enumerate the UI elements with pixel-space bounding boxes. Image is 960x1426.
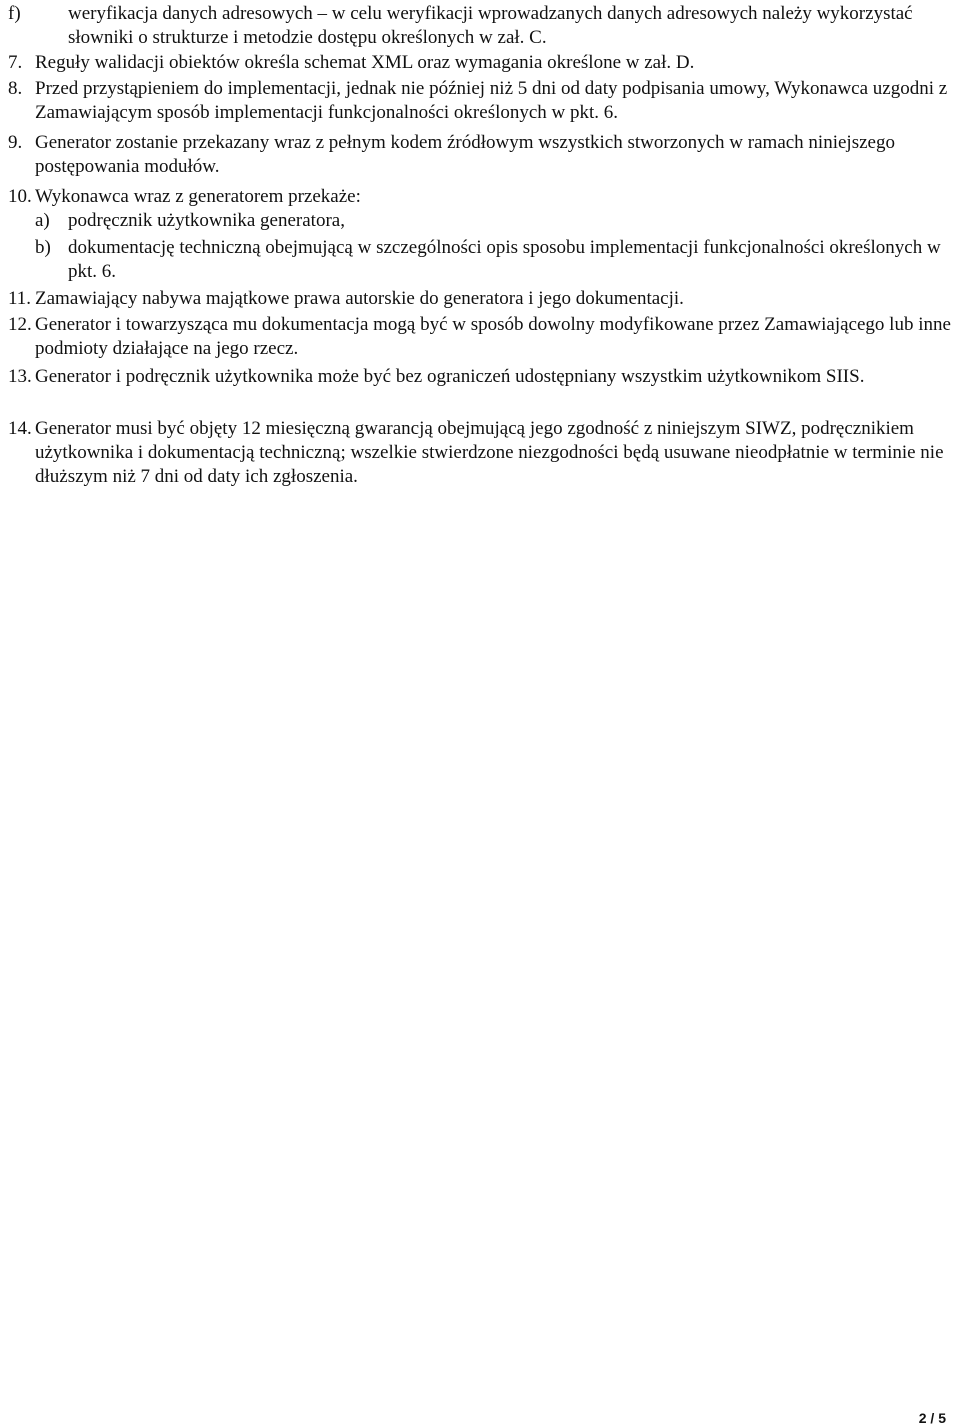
sub-item-marker: a) — [35, 210, 50, 231]
list-item-a — [8, 209, 952, 233]
list-item-text: Przed przystąpieniem do implementacji, jednak nie później niż 5 dni od daty podpisania umowy, Wykonawca uzgodni z Zamawiającym sposób implementacji funkcjonalności określonych w pkt. 6. — [35, 78, 948, 123]
list-item-number: 13. — [8, 366, 32, 387]
list-item-number: 10. — [8, 186, 32, 207]
list-item-8 — [8, 77, 952, 125]
list-item-text: weryfikacja danych adresowych – w celu weryfikacji wprowadzanych danych adresowych należy wykorzystać słowniki o strukturze i metodzie dostępu określonych w zał. C. — [68, 3, 913, 48]
list-item-12 — [8, 313, 952, 361]
list-item-9 — [8, 131, 952, 179]
list-item-text: dokumentację techniczną obejmującą w szczególności opis sposobu implementacji funkcjonalności określonych w pkt. 6. — [68, 237, 941, 282]
list-item-text: podręcznik użytkownika generatora, — [68, 210, 345, 231]
page-number: 2 / 5 — [918, 1410, 946, 1426]
list-item-7 — [8, 51, 952, 75]
list-item-text: Reguły walidacji obiektów określa schemat XML oraz wymagania określone w zał. D. — [35, 52, 695, 73]
list-item-10 — [8, 185, 952, 209]
list-item-14 — [8, 417, 952, 489]
list-item-b — [8, 236, 952, 284]
list-item-text: Wykonawca wraz z generatorem przekaże: — [35, 186, 361, 207]
list-item-number: 11. — [8, 288, 32, 309]
list-item-number: 9. — [8, 132, 23, 153]
list-item-13 — [8, 365, 952, 389]
list-item-text: Generator musi być objęty 12 miesięczną gwarancją obejmującą jego zgodność z niniejszym SIWZ, podręcznikiem użytkownika i dokumentacją techniczną; wszelkie stwierdzone niezgodności będą usuwane nieodpłatnie w terminie nie dłuższym niż 7 dni od daty ich zgłoszenia. — [35, 418, 944, 487]
list-item-f — [8, 2, 952, 50]
list-item-number: 8. — [8, 78, 23, 99]
list-item-text: Zamawiający nabywa majątkowe prawa autorskie do generatora i jego dokumentacji. — [35, 288, 684, 309]
sub-item-marker: b) — [35, 237, 51, 258]
list-item-11 — [8, 287, 952, 311]
list-item-text: Generator i podręcznik użytkownika może być bez ograniczeń udostępniany wszystkim użytkownikom SIIS. — [35, 366, 865, 387]
list-item-text: Generator i towarzysząca mu dokumentacja mogą być w sposób dowolny modyfikowane przez Zamawiającego lub inne podmioty działające na jego rzecz. — [35, 314, 951, 359]
list-item-text: Generator zostanie przekazany wraz z pełnym kodem źródłowym wszystkich stworzonych w ramach niniejszego postępowania modułów. — [35, 132, 895, 177]
list-item-number: 12. — [8, 314, 32, 335]
list-item-number: 14. — [8, 418, 32, 439]
sub-item-marker: f) — [8, 3, 21, 24]
list-item-number: 7. — [8, 52, 23, 73]
